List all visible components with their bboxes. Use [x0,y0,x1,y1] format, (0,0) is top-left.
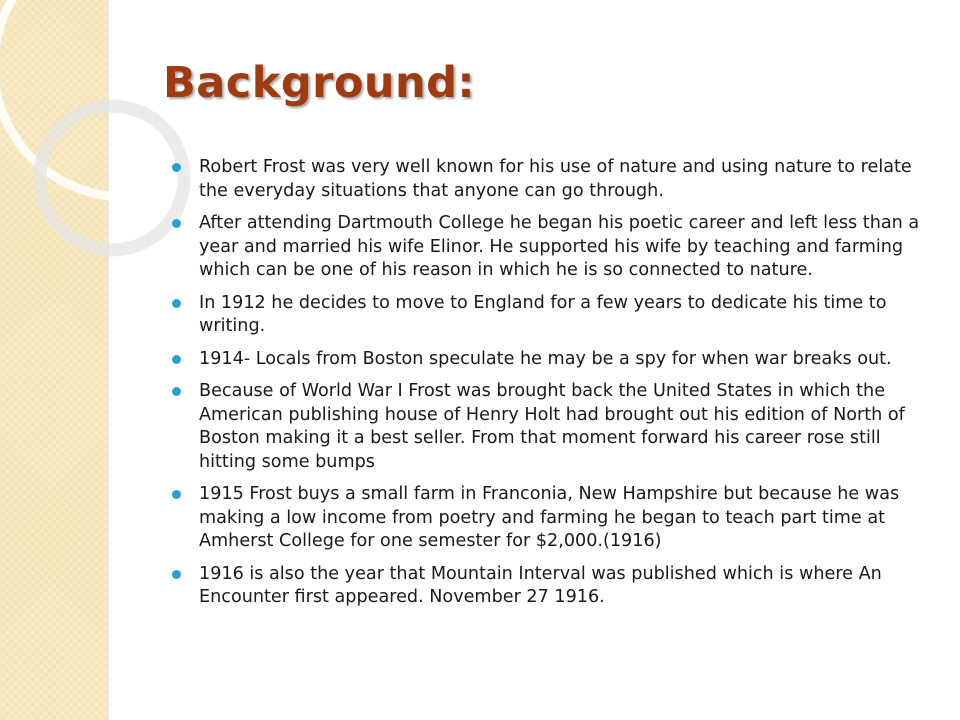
bullet-text: 1916 is also the year that Mountain Interval was published which is where An Encounter first appeared. November 27 1916. [199,563,882,607]
bullet-item [170,292,930,339]
bullet-icon [172,355,181,364]
bullet-item [170,156,930,203]
bullet-item [170,483,930,554]
bullet-icon [172,219,181,228]
bullet-item [170,212,930,283]
bullet-icon [172,490,181,499]
bullet-list [170,156,930,619]
bullet-text: Because of World War I Frost was brought back the United States in which the American publishing house of Henry Holt had brought out his edition of North of Boston making it a best seller. From that moment forward his career rose still hitting some bumps [199,381,905,472]
bullet-item [170,563,930,610]
bullet-item [170,348,930,372]
bullet-icon [172,163,181,172]
bullet-icon [172,570,181,579]
bullet-item [170,380,930,474]
bullet-text: 1914- Locals from Boston speculate he may be a spy for when war breaks out. [199,348,892,369]
bullet-icon [172,387,181,396]
bullet-text: 1915 Frost buys a small farm in Franconia, New Hampshire but because he was making a low income from poetry and farming he began to teach part time at Amherst College for one semester for $2,000.(1916) [199,484,900,551]
bullet-text: After attending Dartmouth College he began his poetic career and left less than a year and married his wife Elinor. He supported his wife by teaching and farming which can be one of his reason in which he is so connected to nature. [199,213,920,280]
bullet-icon [172,299,181,308]
slide-title: Background: [163,58,476,108]
bullet-text: In 1912 he decides to move to England for a few years to dedicate his time to writing. [199,292,887,336]
bullet-text: Robert Frost was very well known for his use of nature and using nature to relate the everyday situations that anyone can go through. [199,157,912,201]
